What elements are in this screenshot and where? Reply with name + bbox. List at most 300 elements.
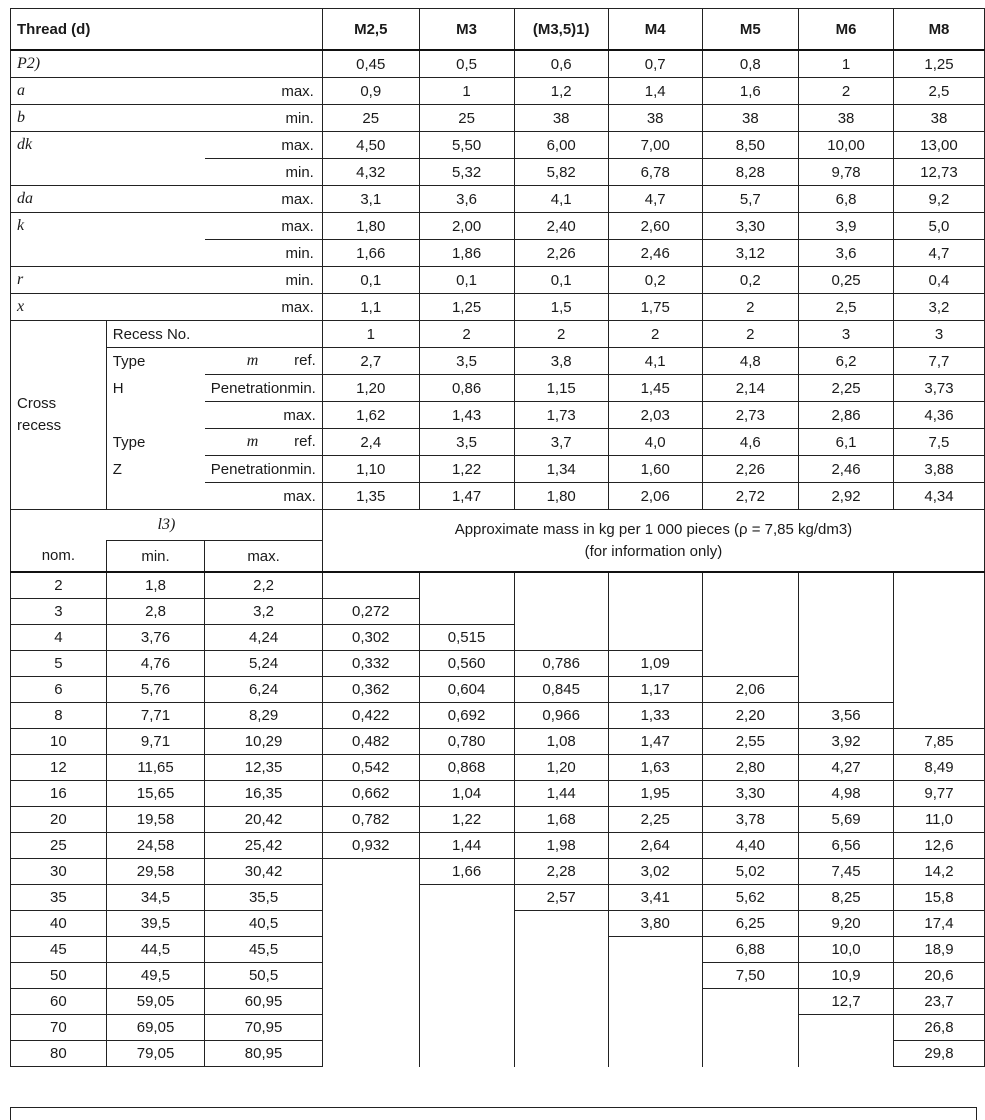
mass-value: 14,2: [893, 859, 984, 885]
dimension-value: 2,46: [608, 240, 702, 267]
mass-value: 18,9: [893, 937, 984, 963]
mass-value: [514, 599, 608, 625]
cross-recess-value: 6,2: [799, 348, 894, 375]
dimension-value: 0,1: [419, 267, 514, 294]
length-mass-row: [11, 599, 985, 625]
length-mass-row: [11, 937, 985, 963]
col-header: M2,5: [322, 9, 419, 51]
dimension-row: [11, 186, 985, 213]
mass-value: [322, 937, 419, 963]
mass-value: [799, 572, 894, 599]
cross-recess-value: 2,06: [608, 483, 702, 510]
length-mass-row: [11, 807, 985, 833]
length-max: 35,5: [205, 885, 323, 911]
cross-sub-label-2: [205, 348, 323, 375]
dimension-value: 1: [799, 50, 894, 78]
cross-sub-label: Type: [106, 348, 205, 375]
mass-value: [322, 1041, 419, 1067]
dimension-value: 7,00: [608, 132, 702, 159]
length-mass-row: [11, 989, 985, 1015]
cross-recess-value: 2,46: [799, 456, 894, 483]
dimension-value: 8,28: [702, 159, 799, 186]
mass-value: [419, 1041, 514, 1067]
cross-recess-value: 2: [702, 321, 799, 348]
dimension-symbol: [11, 240, 205, 267]
dimension-value: 12,73: [893, 159, 984, 186]
mass-value: [419, 599, 514, 625]
length-nom: 60: [11, 989, 107, 1015]
dimension-value: 0,6: [514, 50, 608, 78]
mass-value: [322, 1015, 419, 1041]
dimension-symbol: [11, 159, 205, 186]
dimension-value: 6,78: [608, 159, 702, 186]
mass-value: [514, 1041, 608, 1067]
mass-value: 0,332: [322, 651, 419, 677]
header-row: [11, 9, 985, 51]
cross-recess-row: [11, 321, 985, 348]
dimension-symbol: r: [11, 267, 205, 294]
cross-recess-value: 2: [419, 321, 514, 348]
length-mass-row: [11, 911, 985, 937]
mass-value: [893, 572, 984, 599]
dimension-value: 4,7: [893, 240, 984, 267]
mass-value: 2,80: [702, 755, 799, 781]
cross-recess-value: 3,73: [893, 375, 984, 402]
cross-recess-value: 2,25: [799, 375, 894, 402]
dimension-value: 5,0: [893, 213, 984, 240]
mass-value: [702, 625, 799, 651]
length-mass-row: [11, 651, 985, 677]
length-max: 6,24: [205, 677, 323, 703]
dimension-value: 6,8: [799, 186, 894, 213]
mass-value: [419, 1015, 514, 1041]
mass-value: [322, 911, 419, 937]
mass-value: 2,25: [608, 807, 702, 833]
length-nom: 5: [11, 651, 107, 677]
cross-sub-label-2: [205, 429, 323, 456]
mass-value: [608, 937, 702, 963]
length-min: 59,05: [106, 989, 205, 1015]
dimension-value: 1,1: [322, 294, 419, 321]
mass-value: [514, 937, 608, 963]
mass-value: 26,8: [893, 1015, 984, 1041]
mass-value: [322, 859, 419, 885]
cross-label-line-2: recess: [17, 417, 62, 434]
cross-limit-label: ref.: [294, 433, 316, 450]
mass-note-line-1: Approximate mass in kg per 1 000 pieces (ρ = 7,85 kg/dm3): [454, 520, 853, 538]
mass-value: 11,0: [893, 807, 984, 833]
mass-value: 0,302: [322, 625, 419, 651]
cross-recess-value: 1,60: [608, 456, 702, 483]
mass-value: [893, 703, 984, 729]
mass-value: 7,85: [893, 729, 984, 755]
length-max: 45,5: [205, 937, 323, 963]
length-max: 60,95: [205, 989, 323, 1015]
mass-note-line-2: (for information only): [584, 542, 723, 560]
length-max: 30,42: [205, 859, 323, 885]
mass-value: 0,272: [322, 599, 419, 625]
mass-value: 6,25: [702, 911, 799, 937]
dimension-value: 5,50: [419, 132, 514, 159]
length-nom: 70: [11, 1015, 107, 1041]
dimension-value: 0,9: [322, 78, 419, 105]
length-max: 2,2: [205, 572, 323, 599]
dimension-value: 0,1: [322, 267, 419, 294]
length-max: 50,5: [205, 963, 323, 989]
dimension-row: [11, 294, 985, 321]
cross-recess-value: 1,43: [419, 402, 514, 429]
mass-value: 1,47: [608, 729, 702, 755]
cross-recess-value: 3,5: [419, 429, 514, 456]
mass-value: 2,57: [514, 885, 608, 911]
dimension-value: 1,4: [608, 78, 702, 105]
cross-recess-row: [11, 402, 985, 429]
dimension-row: [11, 267, 985, 294]
col-header: M3: [419, 9, 514, 51]
mass-value: 2,06: [702, 677, 799, 703]
cross-recess-value: 2,14: [702, 375, 799, 402]
dimension-row: [11, 213, 985, 240]
mass-value: [702, 1015, 799, 1041]
mass-value: 20,6: [893, 963, 984, 989]
cross-recess-value: 4,34: [893, 483, 984, 510]
mass-value: [799, 1041, 894, 1067]
dimension-symbol: dk: [11, 132, 205, 159]
cross-recess-value: 2,7: [322, 348, 419, 375]
length-nom: 45: [11, 937, 107, 963]
dimension-value: 38: [702, 105, 799, 132]
length-min: 5,76: [106, 677, 205, 703]
cross-recess-value: 3,8: [514, 348, 608, 375]
dimension-value: 3,12: [702, 240, 799, 267]
cross-recess-value: 1,80: [514, 483, 608, 510]
mass-value: 0,786: [514, 651, 608, 677]
length-nom: 16: [11, 781, 107, 807]
cross-recess-value: 4,36: [893, 402, 984, 429]
dimension-value: 2,00: [419, 213, 514, 240]
cross-recess-value: 4,8: [702, 348, 799, 375]
mass-value: [702, 989, 799, 1015]
mass-value: [419, 911, 514, 937]
dimension-value: 3,9: [799, 213, 894, 240]
dimension-value: 5,82: [514, 159, 608, 186]
mass-value: 0,782: [322, 807, 419, 833]
cross-recess-row: [11, 429, 985, 456]
cross-recess-value: 2: [514, 321, 608, 348]
mass-value: 1,44: [419, 833, 514, 859]
mass-header-body: [11, 510, 985, 573]
mass-value: 12,6: [893, 833, 984, 859]
mass-value: 0,966: [514, 703, 608, 729]
dimension-value: 2,5: [799, 294, 894, 321]
dimension-row: [11, 240, 985, 267]
cross-limit-label: max.: [283, 487, 316, 505]
mass-value: [322, 572, 419, 599]
dimension-value: 4,32: [322, 159, 419, 186]
cross-recess-value: 2,26: [702, 456, 799, 483]
dimension-limit: min.: [205, 105, 323, 132]
thread-label: Thread (d): [17, 20, 91, 38]
dimension-symbol: k: [11, 213, 205, 240]
dimension-value: 1,6: [702, 78, 799, 105]
dimension-value: 2: [702, 294, 799, 321]
cross-recess-value: 1,47: [419, 483, 514, 510]
mass-value: 0,422: [322, 703, 419, 729]
col-header: M8: [893, 9, 984, 51]
mass-value: [608, 989, 702, 1015]
mass-value: [322, 989, 419, 1015]
cross-limit-label: min.: [287, 460, 316, 478]
length-nom: 20: [11, 807, 107, 833]
cross-sub-label: Z: [106, 456, 205, 483]
cross-sub-label: [106, 483, 205, 510]
length-max: 3,2: [205, 599, 323, 625]
mass-value: [799, 625, 894, 651]
cross-recess-value: 1,62: [322, 402, 419, 429]
cross-recess-value: 2,92: [799, 483, 894, 510]
length-min: 34,5: [106, 885, 205, 911]
dimension-value: 25: [419, 105, 514, 132]
length-min: 2,8: [106, 599, 205, 625]
mass-value: 4,27: [799, 755, 894, 781]
cross-param-label: Penetration: [210, 379, 288, 397]
cross-recess-value: 4,6: [702, 429, 799, 456]
cross-sub-label: Type: [106, 429, 205, 456]
dimension-table: [10, 8, 985, 1067]
dimension-value: 3,1: [322, 186, 419, 213]
max-header: max.: [205, 541, 323, 573]
dimension-value: 3,6: [799, 240, 894, 267]
dimension-value: 1,86: [419, 240, 514, 267]
mass-value: 0,868: [419, 755, 514, 781]
mass-value: 3,80: [608, 911, 702, 937]
length-min: 7,71: [106, 703, 205, 729]
col-header: M6: [799, 9, 894, 51]
mass-value: 1,04: [419, 781, 514, 807]
mass-value: 9,20: [799, 911, 894, 937]
length-min: 69,05: [106, 1015, 205, 1041]
cross-recess-value: 1,35: [322, 483, 419, 510]
length-mass-row: [11, 781, 985, 807]
length-max: 20,42: [205, 807, 323, 833]
mass-value: [893, 599, 984, 625]
mass-value: 0,542: [322, 755, 419, 781]
dimension-value: 0,1: [514, 267, 608, 294]
length-mass-row: [11, 963, 985, 989]
cross-sub-label-2: [205, 483, 323, 510]
cross-recess-value: 7,7: [893, 348, 984, 375]
length-nom: 50: [11, 963, 107, 989]
length-min: 24,58: [106, 833, 205, 859]
dimension-value: 1,2: [514, 78, 608, 105]
dimension-limit: min.: [205, 267, 323, 294]
length-mass-row: [11, 703, 985, 729]
dimension-value: 0,8: [702, 50, 799, 78]
mass-value: [702, 1041, 799, 1067]
mass-value: [702, 572, 799, 599]
length-nom: 3: [11, 599, 107, 625]
length-min: 39,5: [106, 911, 205, 937]
mass-value: [799, 651, 894, 677]
dimension-limit: max.: [205, 132, 323, 159]
mass-value: 1,33: [608, 703, 702, 729]
mass-value: 0,604: [419, 677, 514, 703]
cross-recess-row: [11, 483, 985, 510]
cross-recess-value: 3,5: [419, 348, 514, 375]
mass-value: 0,662: [322, 781, 419, 807]
mass-value: 9,77: [893, 781, 984, 807]
length-min: 19,58: [106, 807, 205, 833]
length-max: 5,24: [205, 651, 323, 677]
dimension-value: 0,4: [893, 267, 984, 294]
cross-recess-value: 4,0: [608, 429, 702, 456]
mass-value: 1,09: [608, 651, 702, 677]
dimension-row: [11, 50, 985, 78]
mass-value: 3,30: [702, 781, 799, 807]
dimension-row: [11, 78, 985, 105]
dimension-limit: max.: [205, 213, 323, 240]
dimension-row: [11, 159, 985, 186]
dimension-row: [11, 132, 985, 159]
length-min: 3,76: [106, 625, 205, 651]
mass-value: 6,56: [799, 833, 894, 859]
dimension-value: 1,25: [893, 50, 984, 78]
mass-value: 1,95: [608, 781, 702, 807]
dimension-value: 0,2: [702, 267, 799, 294]
dimension-value: 38: [799, 105, 894, 132]
dimension-value: 38: [893, 105, 984, 132]
mass-value: [514, 625, 608, 651]
dimension-limit: max.: [205, 78, 323, 105]
cross-sub-label: H: [106, 375, 205, 402]
cross-sub-label: [106, 402, 205, 429]
mass-value: 3,56: [799, 703, 894, 729]
mass-value: [322, 885, 419, 911]
length-mass-row: [11, 572, 985, 599]
dimension-value: 4,7: [608, 186, 702, 213]
mass-value: [419, 937, 514, 963]
length-min: 4,76: [106, 651, 205, 677]
mass-value: 7,45: [799, 859, 894, 885]
length-max: 16,35: [205, 781, 323, 807]
mass-value: [799, 1015, 894, 1041]
mass-value: 3,78: [702, 807, 799, 833]
dimension-limit: max.: [205, 294, 323, 321]
mass-value: 0,845: [514, 677, 608, 703]
cross-sub-label-2: [205, 402, 323, 429]
cross-recess-label: [11, 321, 107, 510]
mass-value: [419, 572, 514, 599]
length-min: 15,65: [106, 781, 205, 807]
dimension-value: 1,75: [608, 294, 702, 321]
length-nom: 8: [11, 703, 107, 729]
length-nom: 2: [11, 572, 107, 599]
mass-value: [799, 599, 894, 625]
length-min: 44,5: [106, 937, 205, 963]
dimension-value: 5,32: [419, 159, 514, 186]
col-header: M5: [702, 9, 799, 51]
dimension-value: 6,00: [514, 132, 608, 159]
mass-value: [608, 1041, 702, 1067]
dimension-value: 38: [514, 105, 608, 132]
length-min: 9,71: [106, 729, 205, 755]
length-mass-row: [11, 1015, 985, 1041]
mass-value: 0,692: [419, 703, 514, 729]
length-min: 79,05: [106, 1041, 205, 1067]
dimension-value: 1,66: [322, 240, 419, 267]
dimension-value: 10,00: [799, 132, 894, 159]
col-header: (M3,5)1): [514, 9, 608, 51]
mass-value: [608, 599, 702, 625]
mass-value: 3,92: [799, 729, 894, 755]
cross-limit-label: min.: [287, 379, 316, 397]
dimension-value: 0,45: [322, 50, 419, 78]
dimension-value: 13,00: [893, 132, 984, 159]
cross-recess-value: 3: [799, 321, 894, 348]
length-mass-row: [11, 833, 985, 859]
mass-value: 29,8: [893, 1041, 984, 1067]
length-nom: 35: [11, 885, 107, 911]
mass-value: [608, 963, 702, 989]
dimension-value: 1,80: [322, 213, 419, 240]
length-nom: 40: [11, 911, 107, 937]
mass-value: [608, 572, 702, 599]
length-mass-row: [11, 625, 985, 651]
mass-value: 0,560: [419, 651, 514, 677]
length-mass-row: [11, 677, 985, 703]
mass-value: 0,515: [419, 625, 514, 651]
dimension-limit: min.: [205, 240, 323, 267]
mass-value: [419, 989, 514, 1015]
mass-value: 10,0: [799, 937, 894, 963]
mass-value: 3,41: [608, 885, 702, 911]
mass-value: 1,44: [514, 781, 608, 807]
mass-value: [514, 963, 608, 989]
dimension-value: 5,7: [702, 186, 799, 213]
mass-value: [608, 625, 702, 651]
cross-recess-value: 2,72: [702, 483, 799, 510]
col-header: M4: [608, 9, 702, 51]
mass-value: 0,932: [322, 833, 419, 859]
dimension-value: 0,7: [608, 50, 702, 78]
mass-value: [702, 599, 799, 625]
mass-value: [419, 885, 514, 911]
length-label-cell: [11, 510, 323, 541]
cross-recess-value: 2,4: [322, 429, 419, 456]
length-max: 40,5: [205, 911, 323, 937]
mass-value: 2,55: [702, 729, 799, 755]
dimension-value: 3,30: [702, 213, 799, 240]
cross-recess-value: 1,45: [608, 375, 702, 402]
mass-value: 4,98: [799, 781, 894, 807]
length-min: 11,65: [106, 755, 205, 781]
length-nom: 30: [11, 859, 107, 885]
mass-value: 5,62: [702, 885, 799, 911]
length-nom: 4: [11, 625, 107, 651]
cross-recess-value: 3,88: [893, 456, 984, 483]
length-max: 12,35: [205, 755, 323, 781]
cross-param-label: Penetration: [210, 460, 288, 478]
cross-recess-value: 1,10: [322, 456, 419, 483]
cross-sub-label-2: [205, 375, 323, 402]
length-min: 49,5: [106, 963, 205, 989]
length-nom: 10: [11, 729, 107, 755]
mass-value: 2,20: [702, 703, 799, 729]
length-mass-row: [11, 729, 985, 755]
recess-no-label: Recess No.: [106, 321, 322, 348]
length-mass-row: [11, 859, 985, 885]
dimension-symbol: da: [11, 186, 205, 213]
